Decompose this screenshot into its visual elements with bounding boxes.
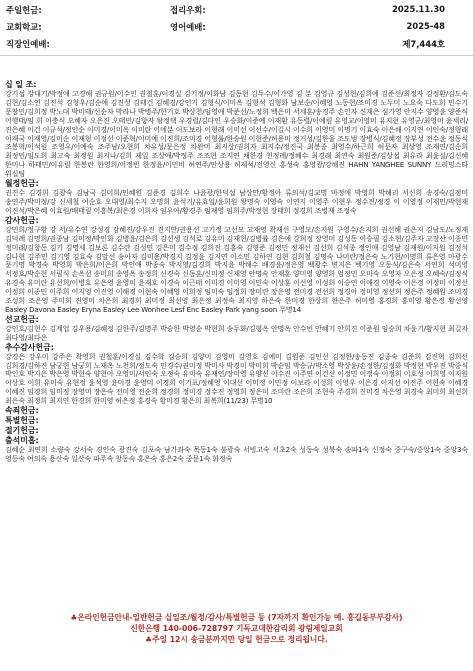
church-school-label: 교회학교:: [6, 22, 42, 32]
sunday-offering-label: 주일헌금:: [6, 5, 42, 15]
workers-service-label: 직장인예배:: [6, 39, 50, 49]
online-offering-notice: ♣온라인헌금안내-일반헌금 십일조/월정/감사/특별헌금 등 (7자까지 확인가능 예. 홍길동부부감사): [70, 613, 403, 622]
section-names-thanksgiving: 강민희/정구황 강 서/유수연 강성경 강혜진/강우진 견지만/권용선 고기정 고선모 고재영 곽재선 구영모/손지원 구영수/손지희 권선해 권은지 김남도/노정재 김덕례 김명희/권종남 김미정/박인화 김병윤/김은희 김선생 김석로 김유미 김재현/김병률 김은애 강희정 장영미 김성동 이승필 김소현/김주자 고장산 이종민 정미래/김창동 김기 김명세 김보론 김수란 김성민 김은미 김수정 김희진 김홍숙 김형준 김정민 정재선 김선희 김석종 정인애 김영남 김재원/이지원 김정석 김나현 김주민 김기영 김효숙 김말선 송아자 김미용/박경지 김정윤 김지연 이소민 김하연 김현 김희철 김명숙 나미란/정은숙 노기현/이명희 류은영 마광수 문기명 박경숙 박영희 박은희/이은희 박인애 박종숙 박지영/김경희 박지윤 박해수 배경윤/정은영 백광수 변지은 백기영 오동식/김은숙 서연희 석미영 서정호/박순현 서필식 손옥선 송미희 송영옥 송정희 신경숙 신동훈/신미정 신재영 안명숙 안재훈 양미영 양영희 엄정민 오미숙 오영자 오은정 오혜숙/김정식 유경숙 유미란 유선희/이병호 유은영 윤영미 윤재호 이경숙 이근태 이미경 이미영 이민숙 이상훈 이선영 이성희 이승연 이애경 이영숙 이은정 이정미 이정선 이정희 이종민 이주희 이지영 이진영 이해경 이현숙 이혜영 이희정 임미숙 임정희 장미란 장은영 전미경 전선희 정경아 정미영 정선희 정은주 정혜원 조미경 조성희 조은영 주미희 진영미 차은희 최경희 최미정 최선영 최은정 최정숙 최지영 하은숙 한미경 한상희 한은주 허미영 홍경희 홍미영 황은정 황선영 Easley Davona Easley Eryna Easley Lee Wonhee Lesf Enc Easley Park yang soon 무명14: [5, 224, 468, 314]
bulletin-header: [0, 0, 473, 60]
section-names-harvest: 강경은 강우미 강주은 곽영희 권철훈/이경실 김수학 김승희 김양미 김영미 김영호 김에미 김원준 김인선 김정한/송동진 김종숙 김준희 김진혁 김희선 김희경/김하진 남궁현 남궁희 노재옥 노천희/정도숙 민경수/권미정 박미사 박경미 박미희 박순임 박승규/박소영 박상윤/손정한/김정화 박정현 박우진 박중식 박인호 박지은 박은영 박현숙 양현아 오영미/서인숙 오정숙 유미숙 유재연/장미영 유양선 이수진 이주연 이건선 이정민 이정숙 이정희 이호성 이희영 이지원 이상호 이희 유미숙 유현정 윤석영 윤미경 윤영미 이경희 이기표/정혜영 이대선 이미정 이민정 이보라 이성희 이영우 이은경 이지선 이진주 이현숙 이혜경 이혜진 임경희 임미정 장영미 장은숙 전미영 전순희 정경희 정미경 정수진 정영희 정은미 조미란 조은희 조현숙 주경희 진미경 차은영 최경숙 최미희 최선희 최은숙 최정희 최지연 한경희 한미영 허은정 홍경숙 황미경 황은희 최복희(11/23) 무명10: [5, 351, 468, 406]
issue-number: 제7,444호: [402, 39, 445, 49]
section-title-tithe: 십 일 조:: [5, 80, 37, 89]
section-title-attendance: 출석미흡:: [5, 436, 39, 446]
issue-week-number: 2025-48: [406, 21, 445, 31]
header-divider: [0, 55, 473, 56]
section-title-seasonal: 절기헌금:: [5, 426, 39, 436]
meeting-label: 접리우회:: [170, 5, 206, 15]
offering-lists: [5, 80, 468, 464]
section-title-thanksgiving: 감사헌금:: [5, 215, 39, 225]
bulletin-date: 2025.11.30: [392, 4, 445, 14]
section-names-tithe: 강기섭 강대기/박정애 고경해 권규원/이수인 권철훈/이경실 김기정/이화남 김동현 김두수/이가영 김 분 김영규 김성현/김희예 김준선/최정자 김정환/김도숙 김현/김소연 김진석 김청우/김순애 김진성 김태건 김혜경/강인기 김형식/이미옥 김형석 김형화 남보순/이혜영 노동현/조미경 노두미 노요숙 다도희 민수기 문창민/김희정 박노대 박미태/신순자 박라나 박병주/한기호 박상천/임영애 박준선/노정희 백은미 서세훈/송경주 손인자 신재은 심가영 안지수 양영윤 양준식 이행태/임 희 이충식 오혜자 오은진 오태민/김향자 왕정택 우경렬/김다인 우승화/이준예 이재환 유동렬/이예림 유영교/이영미 유지현 유영균/최영미 윤세리/진은혜 이건 이규석/정인순 이미경/이미옥 이미란 이에분 이도보라 이형래 이미선 이선수/이길시 이수희 이영미 이명기 이효숙 이은해 이지연 이인숙/정형래 이재국 이재영/김미순 이재형 이정선 이준혁/이미예 이진희/조미경 이형률/한승원 이현준/허용미 정거성/김한울 조도범 장병식/김혜정 장부성 전수윤 정동식 조봉혁/이석원 조영우/이예숙 조주남/오현희 차유성/문은정 차완미 최지상/권희자 최지수/정진국 최봉종 최영수/하근희 허문자 최상영 조재연/김순희 최정민/임도희 최고숙 최정원 최지나/김희 제일 조상애/박정주 조조현 조지연 채한경 천정례/정혜수 최경래 최연숙 최원준/김상섭 최유라 최윤실/김신혜 한미나 하태민/이유림 한봉란 한영희/이정빈 한정윤/이민비 허연주/안상용 허제석/전영신 홍성숙 홍영광/강해진 HAHN YANGHEE SUNNY 드리밍스타 워십팀: [5, 89, 468, 179]
section-title-atonement: 속죄헌금:: [5, 406, 39, 416]
section-title-special: 특별헌금:: [5, 416, 39, 426]
section-title-mission: 선교헌금:: [5, 314, 39, 324]
section-names-mission: 강인호/김현수 김계업 김우용/김혜정 김한주/김명주 박승한 박영순 박현희 송두화/김형옥 안명옥 안수빈 안혜기 안희진 이준원 임승희 차윤기/황지현 최길자 최다영/최다은: [5, 323, 468, 342]
section-names-districts: 김혜순 최연희 소량숙 강서숙 경인숙 광진숙 김포숙 남가좌숙 목동1숙 불광숙 서빙고숙 서초2숙 성동숙 성북숙 송파1숙 신정숙 중구숙/중앙1숙 중앙3숙 영등숙 여의숙 용산숙 일산숙 파주숙 창동숙 홍은숙 홍은2숙 중문1숙 화정숙: [5, 445, 468, 463]
section-names-monthly: 권진수 김경희 김광숙 김남국 김미희/민혜원 김준경 김희수 나윤광/한덕섭 남상만/황정아 류의석/김교명 마정애 박영희 박해리 서신희 송경숙/김정미 송연주/박미정/강 신세철 여순호 오대영/최수지 오명희 윤석기/유효일/윤희원 왕명숙 이영숙 이연지 이영주 이현우 정수진/정경 이 이영정 이재민/박현재 이진석/박은혜 이효원/배태림 이흥복/최은경 이희자 임우아/황경주 임재영 임희주/박정현 장태희 정경희 조병재 조정숙: [5, 188, 468, 215]
english-service-label: 영어예배:: [170, 22, 206, 32]
section-title-monthly: 월정헌금:: [5, 179, 39, 189]
section-title-harvest: 추수감사헌금:: [5, 342, 54, 352]
bulletin-footer: [0, 612, 473, 645]
bank-account-info: 신한은행 140-006-728797 기독교대한감리회 광림제일교회: [130, 624, 343, 633]
deadline-notice: ♣주일 12시 송금분까지만 당일 헌금으로 정리됩니다.: [145, 635, 328, 644]
